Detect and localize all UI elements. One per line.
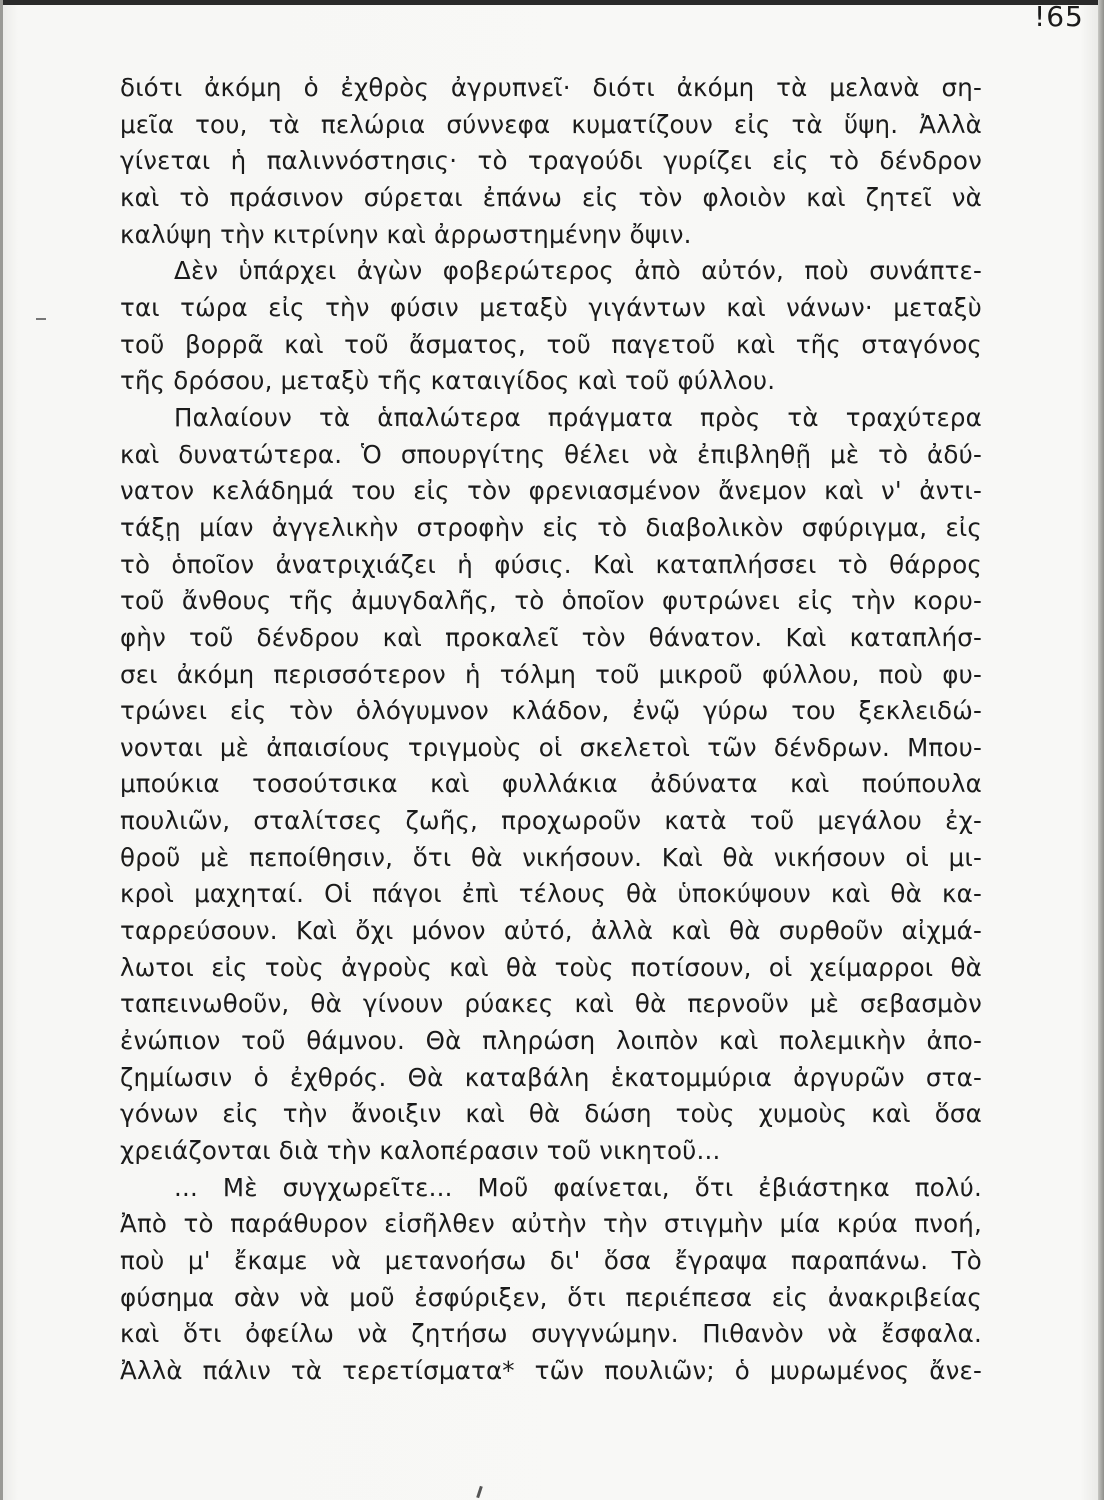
text-line: ται τώρα εἰς τὴν φύσιν μεταξὺ γιγάντων καὶ νάνων· μεταξὺ <box>120 292 982 322</box>
body-text <box>120 70 982 1390</box>
text-line: τοῦ ἄνθους τῆς ἀμυγδαλῆς, τὸ ὁποῖον φυτρώνει εἰς τὴν κορυ- <box>120 586 982 616</box>
text-line: φὴν τοῦ δένδρου καὶ προκαλεῖ τὸν θάνατον. Καὶ καταπλήσ- <box>120 622 982 652</box>
text-line: τοῦ βορρᾶ καὶ τοῦ ἄσματος, τοῦ παγετοῦ καὶ τῆς σταγόνος <box>120 329 982 359</box>
text-line: ἐνώπιον τοῦ θάμνου. Θὰ πληρώση λοιπὸν καὶ πολεμικὴν ἀπο- <box>120 1026 982 1056</box>
text-line: ζημίωσιν ὁ ἐχθρός. Θὰ καταβάλη ἑκατομμύρια ἀργυρῶν στα- <box>120 1062 982 1092</box>
text-line: μπούκια τοσούτσικα καὶ φυλλάκια ἀδύνατα καὶ πούπουλα <box>120 769 982 799</box>
text-line: ταπεινωθοῦν, θὰ γίνουν ρύακες καὶ θὰ περνοῦν μὲ σεβασμὸν <box>120 989 982 1019</box>
text-line: καὶ τὸ πράσινον σύρεται ἐπάνω εἰς τὸν φλοιὸν καὶ ζητεῖ νὰ <box>120 182 982 212</box>
text-line: καὶ ὅτι ὀφείλω νὰ ζητήσω συγγνώμην. Πιθανὸν νὰ ἔσφαλα. <box>120 1319 982 1349</box>
text-line: σει ἀκόμη περισσότερον ἡ τόλμη τοῦ μικροῦ φύλλου, ποὺ φυ- <box>120 659 982 689</box>
text-line: χρειάζονται διὰ τὴν καλοπέρασιν τοῦ νικητοῦ... <box>120 1136 721 1166</box>
text-line: Παλαίουν τὰ ἁπαλώτερα πράγματα πρὸς τὰ τραχύτερα <box>174 402 982 432</box>
page-number: !65 <box>1034 0 1084 33</box>
text-line: λωτοι εἰς τοὺς ἀγροὺς καὶ θὰ τοὺς ποτίσουν, οἱ χείμαρροι θὰ <box>120 952 982 982</box>
text-line: γόνων εἰς τὴν ἄνοιξιν καὶ θὰ δώση τοὺς χυμοὺς καὶ ὅσα <box>120 1099 982 1129</box>
text-line: ταρρεύσουν. Καὶ ὄχι μόνον αὐτό, ἀλλὰ καὶ θὰ συρθοῦν αἰχμά- <box>120 916 982 946</box>
text-line: γίνεται ἡ παλιννόστησις· τὸ τραγούδι γυρίζει εἰς τὸ δένδρον <box>120 146 982 176</box>
text-line: ... Μὲ συγχωρεῖτε... Μοῦ φαίνεται, ὅτι ἐβιάστηκα πολύ. <box>174 1172 982 1202</box>
text-line: φύσημα σὰν νὰ μοῦ ἐσφύριξεν, ὅτι περιέπεσα εἰς ἀνακριβείας <box>120 1282 982 1312</box>
text-line: τάξῃ μίαν ἀγγελικὴν στροφὴν εἰς τὸ διαβολικὸν σφύριγμα, εἰς <box>120 512 982 542</box>
page-top-edge <box>0 0 1104 5</box>
text-line: νατον κελάδημά του εἰς τὸν φρενιασμένον ἄνεμον καὶ ν' ἀντι- <box>120 476 982 506</box>
text-line: νονται μὲ ἀπαισίους τριγμοὺς οἱ σκελετοὶ τῶν δένδρων. Μπου- <box>120 732 982 762</box>
text-line: τὸ ὁποῖον ἀνατριχιάζει ἡ φύσις. Καὶ καταπλήσσει τὸ θάρρος <box>120 549 982 579</box>
text-line: καὶ δυνατώτερα. Ὁ σπουργίτης θέλει νὰ ἐπιβληθῇ μὲ τὸ ἀδύ- <box>120 439 982 469</box>
text-line: πουλιῶν, σταλίτσες ζωῆς, προχωροῦν κατὰ τοῦ μεγάλου ἐχ- <box>120 806 982 836</box>
text-line: Δὲν ὑπάρχει ἀγὼν φοβερώτερος ἀπὸ αὐτόν, ποὺ συνάπτε- <box>174 256 982 286</box>
page-right-edge <box>1098 0 1104 1500</box>
bottom-mark <box>476 1486 483 1498</box>
text-line: μεῖα του, τὰ πελώρια σύννεφα κυματίζουν εἰς τὰ ὕψη. Ἀλλὰ <box>120 109 982 139</box>
text-line: διότι ἀκόμη ὁ ἐχθρὸς ἀγρυπνεῖ· διότι ἀκόμη τὰ μελανὰ ση- <box>120 73 982 102</box>
text-line: καλύψη τὴν κιτρίνην καὶ ἀρρωστημένην ὄψιν. <box>120 219 692 249</box>
page-left-edge <box>0 0 3 1500</box>
margin-mark <box>36 318 46 320</box>
text-line: κροὶ μαχηταί. Οἱ πάγοι ἐπὶ τέλους θὰ ὑποκύψουν καὶ θὰ κα- <box>120 879 982 909</box>
text-line: ποὺ μ' ἔκαμε νὰ μετανοήσω δι' ὅσα ἔγραψα παραπάνω. Τὸ <box>120 1246 982 1275</box>
text-line: τῆς δρόσου, μεταξὺ τῆς καταιγίδος καὶ τοῦ φύλλου. <box>120 366 776 396</box>
text-line: θροῦ μὲ πεποίθησιν, ὅτι θὰ νικήσουν. Καὶ θὰ νικήσουν οἱ μι- <box>120 842 982 872</box>
text-line: Ἀλλὰ πάλιν τὰ τερετίσματα* τῶν πουλιῶν; ὁ μυρωμένος ἄνε- <box>120 1355 982 1385</box>
text-line: τρώνει εἰς τὸν ὁλόγυμνον κλάδον, ἐνῷ γύρω του ξεκλειδώ- <box>120 696 982 726</box>
text-line: Ἀπὸ τὸ παράθυρον εἰσῆλθεν αὐτὴν τὴν στιγμὴν μία κρύα πνοή, <box>120 1209 982 1239</box>
